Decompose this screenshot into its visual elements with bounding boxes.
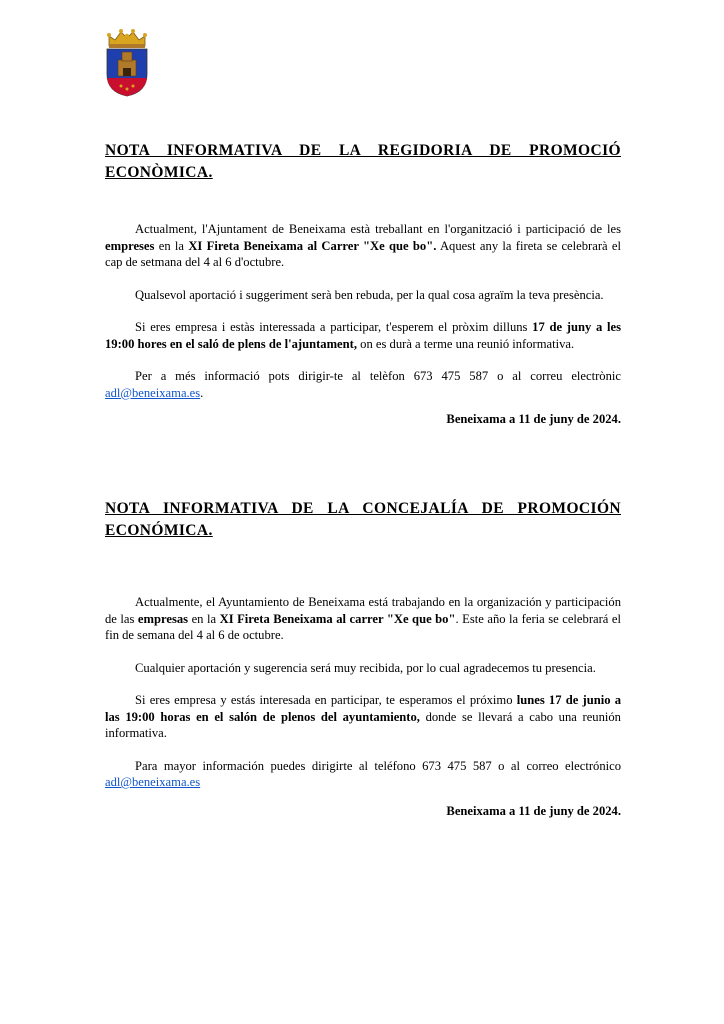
title-line-1: NOTA INFORMATIVA DE LA REGIDORIA DE PROMOCIÓ [105,142,621,159]
section-spanish [105,498,621,542]
paragraph-1: Actualment, l'Ajuntament de Beneixama està treballant en l'organització i participació de les empreses en la XI Fireta Beneixama al Carrer "Xe que bo". Aquest any la fireta se celebrarà el cap de setmana del 4 al 6 d'octubre. [105,222,621,269]
paragraph-2: Cualquier aportación y sugerencia será muy recibida, por lo cual agradecemos tu presencia. [135,660,596,675]
body-spanish [105,594,621,819]
section-valencian [105,140,621,184]
email-link[interactable]: adl@beneixama.es [105,775,201,789]
body-valencian [105,221,621,427]
paragraph-2: Qualsevol aportació i suggeriment serà ben rebuda, per la qual cosa agraïm la teva presència. [135,287,604,302]
paragraph-4: Per a més informació pots dirigir-te al telèfon 673 475 587 o al correu electrònic adl@beneixama.es. [105,369,621,400]
paragraph-4: Para mayor información puedes dirigirte al teléfono 673 475 587 o al correo electrónico adl@beneixama.es [105,758,621,789]
email-link[interactable]: adl@beneixama.es [105,385,201,400]
signature: Beneixama a 11 de juny de 2024. [446,803,621,818]
title-line-1: NOTA INFORMATIVA DE LA CONCEJALÍA DE PROMOCIÓN [105,500,621,517]
title-valencian [105,140,621,184]
title-spanish [105,498,621,542]
signature: Beneixama a 11 de juny de 2024. [446,412,621,426]
paragraph-1: Actualmente, el Ayuntamiento de Beneixama está trabajando en la organización y participación de las empresas en la XI Fireta Beneixama al carrer "Xe que bo". Este año la feria se celebrará el fin de semana del 4 al 6 de octubre. [105,595,621,642]
paragraph-3: Si eres empresa i estàs interessada a participar, t'esperem el pròxim dilluns 17 de juny a les 19:00 hores en el saló de plens de l'ajuntament, on es durà a terme una reunió informativa. [105,320,621,351]
paragraph-3: Si eres empresa y estás interesada en participar, te esperamos el próximo lunes 17 de junio a las 19:00 horas en el salón de plenos del ayuntamiento, donde se llevará a cabo una reunión informativa. [105,693,622,740]
coat-of-arms-icon [103,26,151,98]
title-line-2: ECONÒMICA. [105,164,213,181]
title-line-2: ECONÓMICA. [105,522,213,539]
